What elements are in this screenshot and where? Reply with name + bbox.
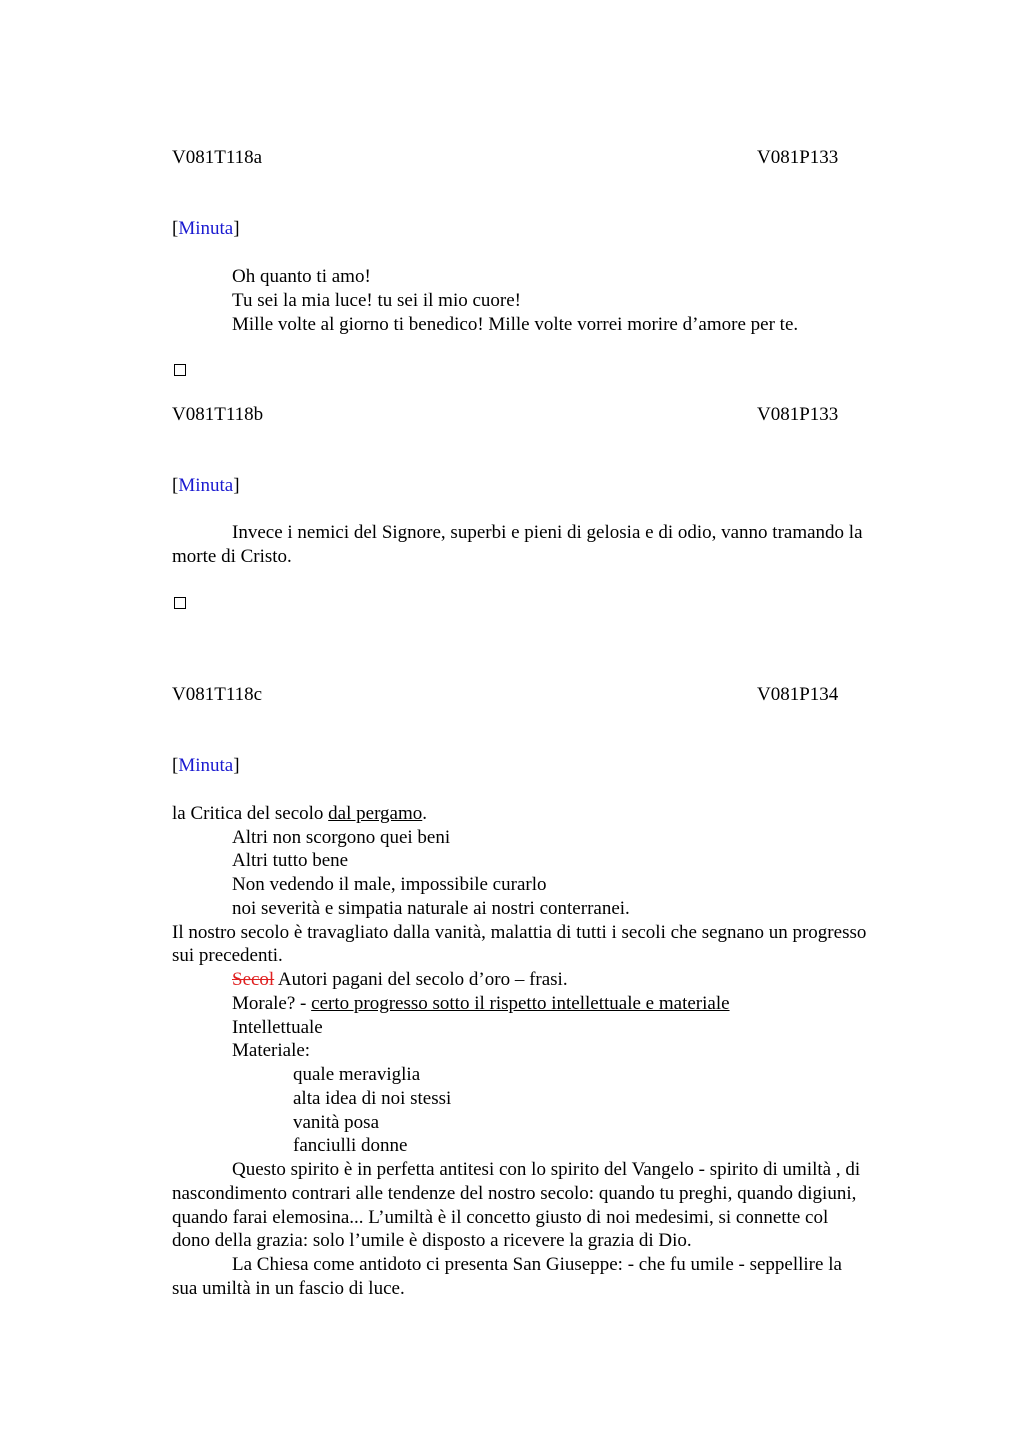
text-line: La Chiesa come antidoto ci presenta San Giuseppe: - che fu umile - seppellire la [232, 1254, 842, 1275]
underlined-text: certo progresso sotto il rispetto intellettuale e materiale [311, 993, 730, 1014]
text-line: Tu sei la mia luce! tu sei il mio cuore! [232, 290, 521, 311]
text-line: Materiale: [232, 1040, 311, 1061]
text-line: quando farai elemosina... L’umiltà è il concetto giusto di noi medesimi, si connette col [172, 1207, 829, 1228]
section-label: [Minuta] [172, 475, 240, 496]
text-line: Non vedendo il male, impossibile curarlo [232, 874, 547, 895]
section-id-left: V081T118b [172, 404, 264, 425]
text-line: morte di Cristo. [172, 546, 292, 567]
underlined-text: dal pergamo [328, 803, 423, 824]
text-line: alta idea di noi stessi [293, 1088, 452, 1109]
text-line: sui precedenti. [172, 945, 283, 966]
text-span: Autori pagani del secolo d’oro – frasi. [274, 969, 568, 990]
text-line: Altri tutto bene [232, 850, 349, 871]
minuta-label: Minuta [178, 475, 234, 496]
text-line [232, 968, 568, 992]
section-label: [Minuta] [172, 755, 240, 776]
text-line: Mille volte al giorno ti benedico! Mille volte vorrei morire d’amore per te. [232, 314, 799, 335]
text-span: Morale? - [232, 993, 312, 1014]
minuta-label: Minuta [178, 755, 234, 776]
text-line: dono della grazia: solo l’umile è disposto a ricevere la grazia di Dio. [172, 1230, 692, 1251]
text-line: Altri non scorgono quei beni [232, 827, 451, 848]
section-id-left: V081T118c [172, 684, 263, 705]
text-line: Questo spirito è in perfetta antitesi con lo spirito del Vangelo - spirito di umiltà , di [232, 1159, 861, 1180]
text-line: Intellettuale [232, 1017, 323, 1038]
section-id-left: V081T118a [172, 147, 263, 168]
section-end-box-icon [174, 597, 186, 609]
text-line: Oh quanto ti amo! [232, 266, 371, 287]
text-line: noi severità e simpatia naturale ai nostri conterranei. [232, 898, 630, 919]
section-label: [Minuta] [172, 218, 240, 239]
text-line: fanciulli donne [293, 1135, 408, 1156]
text-span: . [422, 803, 428, 824]
minuta-label: Minuta [178, 218, 234, 239]
text-line: nascondimento contrari alle tendenze del nostro secolo: quando tu preghi, quando digiuni, [172, 1183, 857, 1204]
text-span: la Critica del secolo [172, 803, 329, 824]
text-line: Il nostro secolo è travagliato dalla vanità, malattia di tutti i secoli che segnano un progresso [172, 922, 867, 943]
section-id-right: V081P134 [757, 684, 839, 705]
text-line [172, 802, 427, 826]
text-line: quale meraviglia [293, 1064, 421, 1085]
text-line: sua umiltà in un fascio di luce. [172, 1278, 405, 1299]
text-line: Invece i nemici del Signore, superbi e pieni di gelosia e di odio, vanno tramando la [232, 522, 863, 543]
text-line: vanità posa [293, 1112, 380, 1133]
text-line [232, 992, 730, 1016]
deleted-text: Secol [232, 969, 275, 990]
section-end-box-icon [174, 364, 186, 376]
section-id-right: V081P133 [757, 147, 839, 168]
section-id-right: V081P133 [757, 404, 839, 425]
